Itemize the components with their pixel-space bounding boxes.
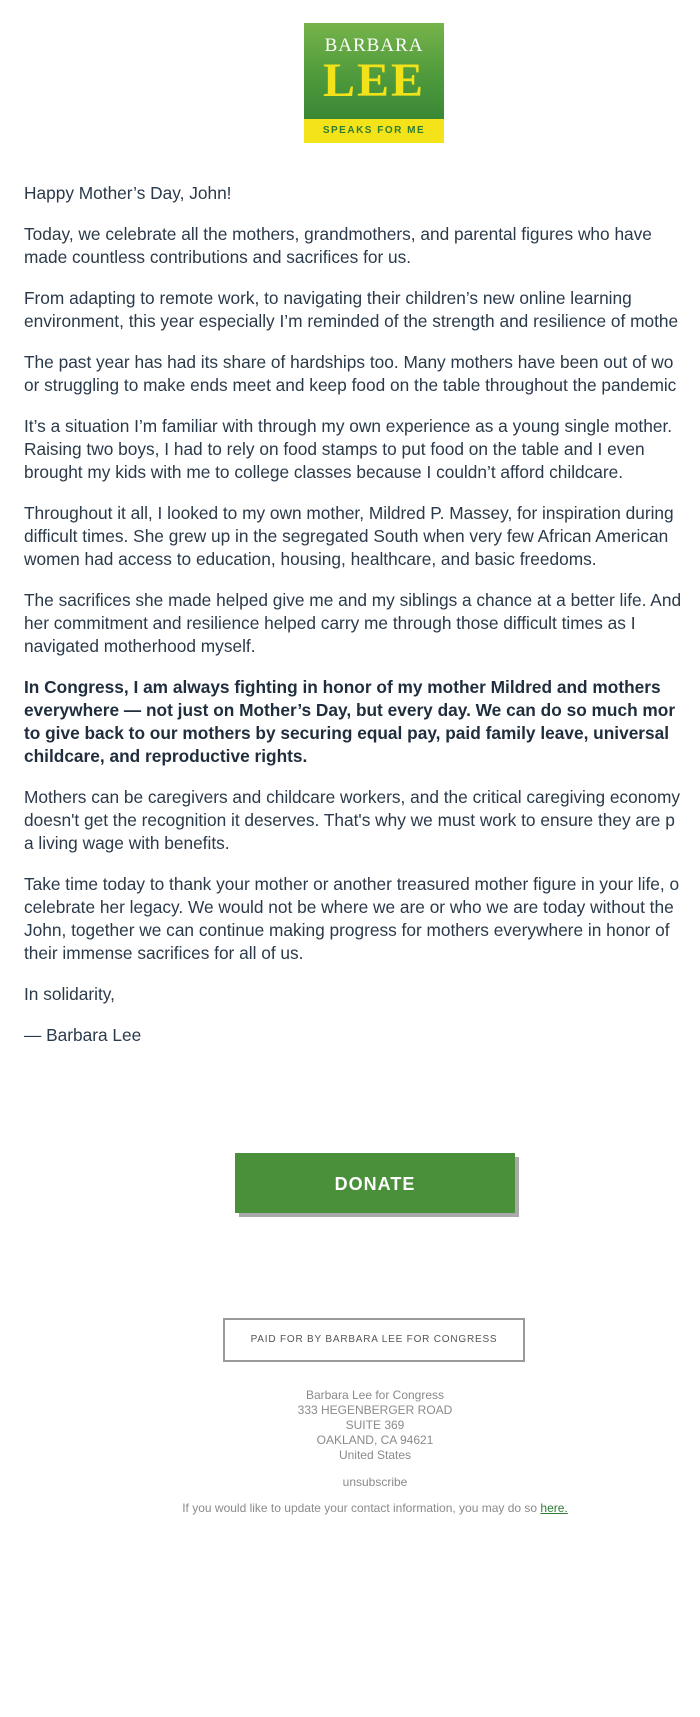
paragraph: The sacrifices she made helped give me and my siblings a chance at a better life. And her commitment and resilience helped carry me through those difficult times as I navigated motherhood myself.	[24, 590, 682, 656]
mailing-address	[0, 1388, 700, 1463]
address-line: United States	[338, 1448, 412, 1462]
logo	[304, 23, 444, 143]
donate-container	[235, 1153, 515, 1213]
logo-tagline: SPEAKS FOR ME	[304, 119, 444, 143]
paragraph: Throughout it all, I looked to my own mother, Mildred P. Massey, for inspiration during difficult times. She grew up in the segregated South when very few African American women had access to education, housing, healthcare, and basic freedoms.	[24, 503, 674, 569]
paragraph: Mothers can be caregivers and childcare workers, and the critical caregiving economy doesn't get the recognition it deserves. That's why we must work to ensure they are p a living wage with benefits.	[24, 787, 681, 853]
greeting: Happy Mother’s Day, John!	[24, 183, 232, 203]
paragraph: From adapting to remote work, to navigating their children’s new online learning environment, this year especially I’m reminded of the strength and resilience of mothe	[24, 288, 679, 331]
logo-line-1: BARBARA	[324, 35, 424, 56]
bold-paragraph: In Congress, I am always fighting in honor of my mother Mildred and mothers everywhere — not just on Mother’s Day, but every day. We can do so much mor to give back to our mothers by securing equal pay, paid family leave, universal childcare, and reproductive rights.	[24, 677, 676, 766]
logo-line-2: LEE	[322, 54, 426, 107]
address-line: 333 HEGENBERGER ROAD	[297, 1403, 453, 1417]
closing: In solidarity,	[24, 984, 115, 1004]
donate-button[interactable]: DONATE	[235, 1153, 515, 1213]
paid-for-disclaimer: PAID FOR BY BARBARA LEE FOR CONGRESS	[223, 1318, 525, 1362]
signature: — Barbara Lee	[24, 1025, 142, 1045]
paragraph: The past year has had its share of hardships too. Many mothers have been out of wo or struggling to make ends meet and keep food on the table throughout the pandemic	[24, 352, 677, 395]
update-contact-link[interactable]: here.	[540, 1501, 568, 1515]
paragraph: Today, we celebrate all the mothers, grandmothers, and parental figures who have made countless contributions and sacrifices for us.	[24, 224, 652, 267]
unsubscribe-link[interactable]: unsubscribe	[342, 1475, 408, 1489]
update-contact-text: If you would like to update your contact information, you may do so	[182, 1501, 541, 1515]
address-line: OAKLAND, CA 94621	[316, 1433, 434, 1447]
paragraph: It’s a situation I’m familiar with through my own experience as a young single mother. Raising two boys, I had to rely on food stamps to put food on the table and I even brought my kids with me to college classes because I couldn’t afford childcare.	[24, 416, 673, 482]
email-body	[24, 182, 700, 1065]
address-line: SUITE 369	[345, 1418, 405, 1432]
paragraph: Take time today to thank your mother or another treasured mother figure in your life, o celebrate her legacy. We would not be where we are or who we are today without the John, together we can continue making progress for mothers everywhere in honor of their immense sacrifices for all of us.	[24, 874, 680, 963]
address-line: Barbara Lee for Congress	[305, 1388, 445, 1402]
logo-badge	[304, 23, 444, 143]
update-contact-notice	[0, 1501, 700, 1515]
